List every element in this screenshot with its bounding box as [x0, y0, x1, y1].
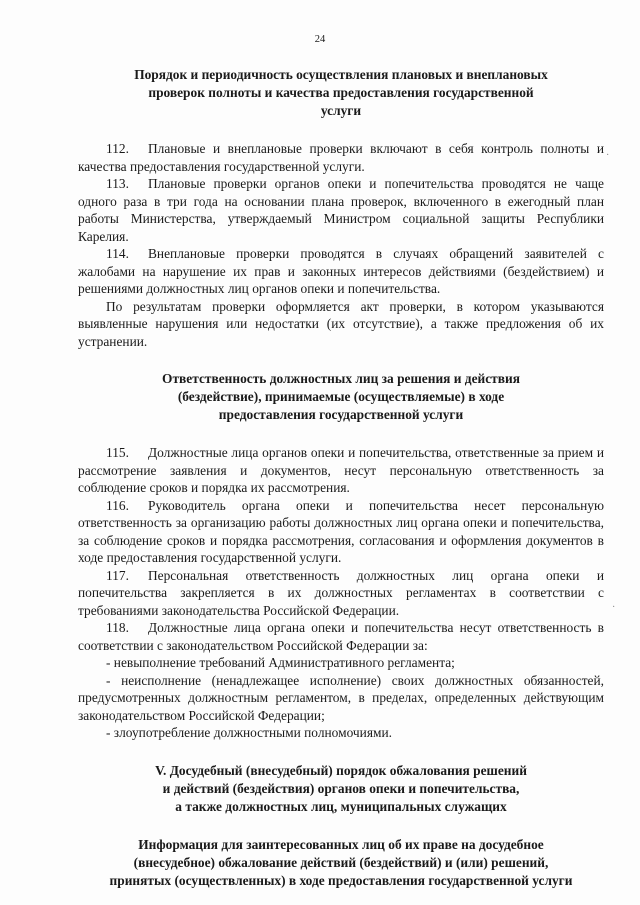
list-item: - невыполнение требований Административного регламента; [106, 655, 455, 670]
heading-line: V. Досудебный (внесудебный) порядок обжалования решений [155, 762, 527, 778]
paragraph-text: Внеплановые проверки проводятся в случаях обращений заявителей с жалобами на нарушение их прав и законных интересов действиями (бездействием) и решениями должностных лиц органов опеки и попечительства. [78, 246, 604, 296]
paragraph-number: 115. [106, 445, 129, 460]
heading-line: (бездействие), принимаемые (осуществляемые) в ходе [177, 389, 505, 404]
paragraph-112 [78, 140, 604, 175]
section-heading-appeal [78, 762, 604, 816]
heading-line: принятых (осуществленных) в ходе предоставления государственной услуги [109, 872, 573, 888]
section-heading-inspections [78, 66, 604, 120]
heading-line: и действий (бездействия) органов опеки и попечительства, [162, 780, 520, 796]
paragraph-text: По результатам проверки оформляется акт проверки, в котором указываются выявленные нарушения или недостатки (их отсутствие), а также предложения об их устранении. [78, 298, 604, 349]
list-item: - злоупотребление должностными полномочиями. [106, 725, 392, 740]
scan-speck: · [606, 150, 610, 161]
paragraph-number: 117. [106, 567, 129, 583]
section-heading-responsibility [78, 370, 604, 424]
heading-line: Информация для заинтересованных лиц об их праве на досудебное [138, 836, 544, 852]
heading-line: а также должностных лиц, муниципальных служащих [175, 798, 507, 814]
paragraph-number: 114. [106, 246, 129, 261]
paragraph-114-result [78, 298, 604, 351]
paragraph-text: Должностные лица органов опеки и попечительства, ответственные за прием и рассмотрение заявления и документов, несут персональную ответственность за соблюдение сроков и порядка их рассмотрения. [78, 445, 604, 495]
page-number: 24 [314, 34, 326, 45]
paragraph-number: 116. [106, 497, 129, 513]
heading-line: (внесудебное) обжалование действий (бездействий) и (или) решений, [133, 854, 549, 870]
heading-line: Ответственность должностных лиц за решения и действия [162, 371, 520, 386]
page-content [78, 66, 604, 890]
section-heading-appeal-info [78, 836, 604, 890]
paragraph-text: Персональная ответственность должностных лиц органа опеки и попечительства закрепляется в их должностных регламентах в соответствии с требованиями законодательства Российской Федерации. [78, 567, 604, 618]
paragraph-118 [78, 619, 604, 654]
paragraph-text: Руководитель органа опеки и попечительства несет персональную ответственность за организацию работы должностных лиц органа опеки и попечительства, за соблюдение сроков и порядка рассмотрения, согласования и оформления документов в ходе предоставления государственной услуги. [78, 497, 604, 565]
heading-line: Порядок и периодичность осуществления плановых и внеплановых [134, 67, 548, 82]
paragraph-number: 113. [106, 176, 129, 191]
list-item: - неисполнение (ненадлежащее исполнение) своих должностных обязанностей, предусмотренных должностным регламентом, в пределах, определенных действующим законодательством Российской Федерации; [78, 672, 604, 723]
paragraph-114 [78, 245, 604, 298]
paragraph-text: Должностные лица органа опеки и попечительства несут ответственность в соответствии с законодательством Российской Федерации за: [78, 620, 604, 653]
heading-line: услуги [320, 103, 362, 118]
paragraph-number: 118. [106, 620, 129, 635]
paragraph-text: Плановые проверки органов опеки и попечительства проводятся не чаще одного раза в три года на основании плана проверок, включенного в ежегодный план работы Министерства, утверждаемый Министром социальной защиты Республики Карелия. [78, 176, 604, 244]
paragraph-text: Плановые и внеплановые проверки включают в себя контроль полноты и качества предоставления государственной услуги. [78, 141, 604, 174]
paragraph-116 [78, 497, 604, 567]
paragraph-115 [78, 444, 604, 497]
heading-line: предоставления государственной услуги [218, 407, 464, 422]
scan-speck: · [612, 602, 616, 613]
paragraph-117 [78, 567, 604, 620]
paragraph-113 [78, 175, 604, 245]
heading-line: проверок полноты и качества предоставления государственной [148, 85, 534, 100]
paragraph-number: 112. [106, 141, 129, 156]
